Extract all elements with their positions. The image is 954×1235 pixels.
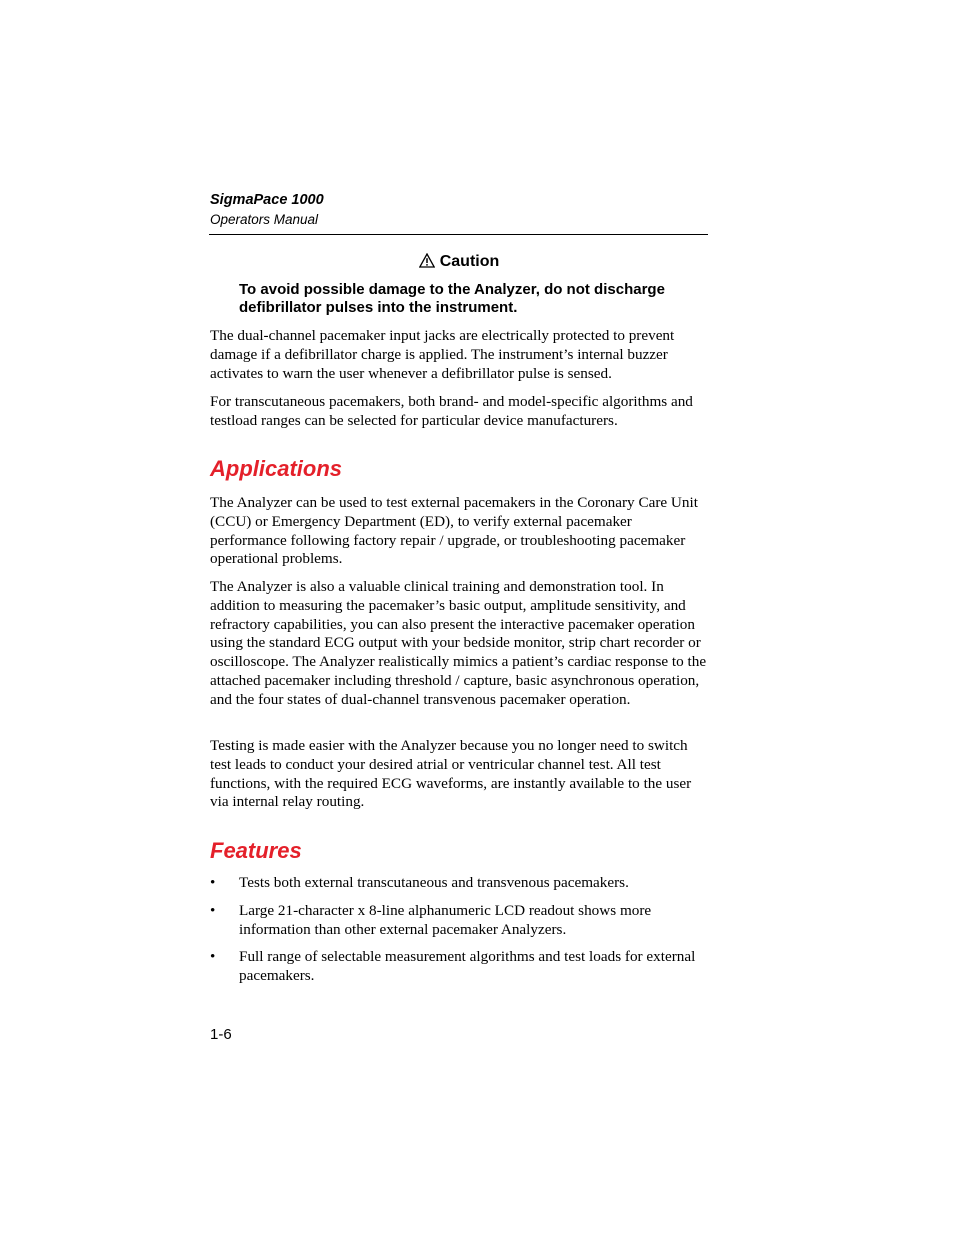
caution-label: Caution [439,253,500,270]
caution-text: To avoid possible damage to the Analyzer, do not discharge defibrillator pulses into the instrument. [239,281,665,316]
list-item [210,874,710,893]
feature-text: Full range of selectable measurement algorithms and test loads for external pacemakers. [239,948,696,985]
applications-paragraph-3: Testing is made easier with the Analyzer because you no longer need to switch test leads to conduct your desired atrial or ventricular channel test. All test functions, with the required ECG waveforms, are instantly available to the user via internal relay routing. [210,737,692,811]
applications-heading: Applications [210,456,343,481]
bullet-icon: • [210,874,216,891]
feature-text: Large 21-character x 8-line alphanumeric LCD readout shows more information than other external pacemaker Analyzers. [239,901,652,938]
list-item [210,948,710,986]
manual-subtitle: Operators Manual [210,212,319,227]
features-heading: Features [210,838,302,863]
page-number: 1-6 [210,1026,232,1043]
feature-text: Tests both external transcutaneous and transvenous pacemakers. [239,874,629,891]
warning-triangle-icon [419,253,435,268]
applications-paragraph-1: The Analyzer can be used to test external pacemakers in the Coronary Care Unit (CCU) or Emergency Department (ED), to verify external pacemaker performance following factory repair / upgrade, or troubleshooting pacemaker operational problems. [210,494,698,568]
intro-paragraph-2: For transcutaneous pacemakers, both brand- and model-specific algorithms and testload ranges can be selected for particular device manufacturers. [210,393,693,429]
bullet-icon: • [210,948,216,966]
applications-paragraph-2: The Analyzer is also a valuable clinical training and demonstration tool. In addition to measuring the pacemaker’s basic output, amplitude sensitivity, and refractory capabilities, you can also present the interactive pacemaker operation using the standard ECG output with your bedside monitor, strip chart recorder or oscilloscope. The Analyzer realistically mimics a patient’s cardiac response to the attached pacemaker including threshold / capture, basic asynchronous operation, and the four states of dual-channel transvenous pacemaker operation. [210,578,707,708]
list-item [210,902,710,940]
manual-title: SigmaPace 1000 [210,192,324,208]
header-divider [209,234,708,235]
caution-heading [210,253,708,271]
bullet-icon: • [210,901,216,919]
features-list [210,874,710,995]
intro-paragraph-1: The dual-channel pacemaker input jacks are electrically protected to prevent damage if a defibrillator charge is applied. The instrument’s internal buzzer activates to warn the user whenever a defibrillator pulse is sensed. [210,327,675,382]
